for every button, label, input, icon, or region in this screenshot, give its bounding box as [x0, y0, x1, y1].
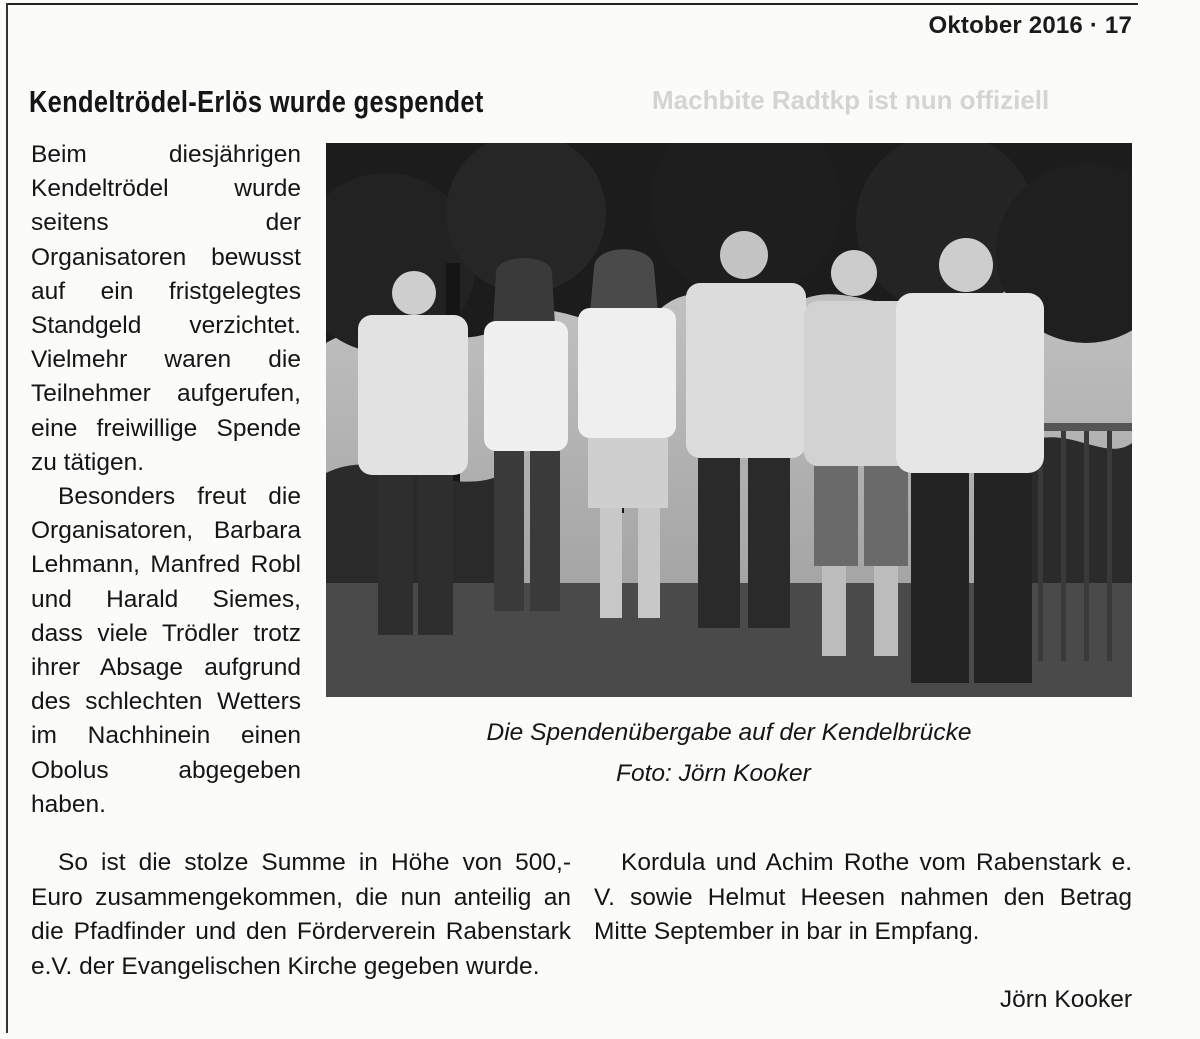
- page-header-date: Oktober 2016 · 17: [928, 12, 1132, 39]
- paragraph-2: Besonders freut die Organisatoren, Barbara Lehmann, Manfred Robl und Harald Siemes, dass viele Trödler trotz ihrer Absage aufgrund des schlechten Wetters im Nachhinein einen Obolus abgegeben haben.: [31, 483, 301, 818]
- photo-credit: Foto: Jörn Kooker: [616, 760, 811, 787]
- paragraph-3: So ist die stolze Summe in Höhe von 500,- Euro zusammengekommen, die nun anteilig an die Pfadfinder und den Förderverein Rabenstark e.V. der Evangelischen Kirche gegeben wurde.: [31, 849, 571, 980]
- article-photo: [326, 143, 1132, 697]
- article-headline: Kendeltrödel-Erlös wurde gespendet: [29, 84, 484, 119]
- top-rule: [6, 3, 1138, 5]
- article-column-bottom-right: [594, 846, 1132, 950]
- bleed-through-text: Machbite Radtkp ist nun offiziell: [652, 85, 1050, 115]
- article-column-left: [31, 138, 301, 822]
- photo-caption: Die Spendenübergabe auf der Kendelbrücke: [486, 719, 972, 746]
- left-border: [6, 3, 8, 1033]
- paragraph-1: Beim diesjährigen Kendeltrödel wurde seitens der Organisatoren bewusst auf ein fristgelegtes Standgeld verzichtet. Vielmehr waren die Teilnehmer aufgerufen, eine freiwillige Spende zu tätigen.: [31, 141, 301, 476]
- group-photo-image: [326, 143, 1132, 697]
- article-column-bottom-left: [31, 846, 571, 984]
- article-author: Jörn Kooker: [999, 986, 1132, 1013]
- paragraph-4: Kordula und Achim Rothe vom Rabenstark e. V. sowie Helmut Heesen nahmen den Betrag Mitte September in bar in Empfang.: [594, 849, 1132, 945]
